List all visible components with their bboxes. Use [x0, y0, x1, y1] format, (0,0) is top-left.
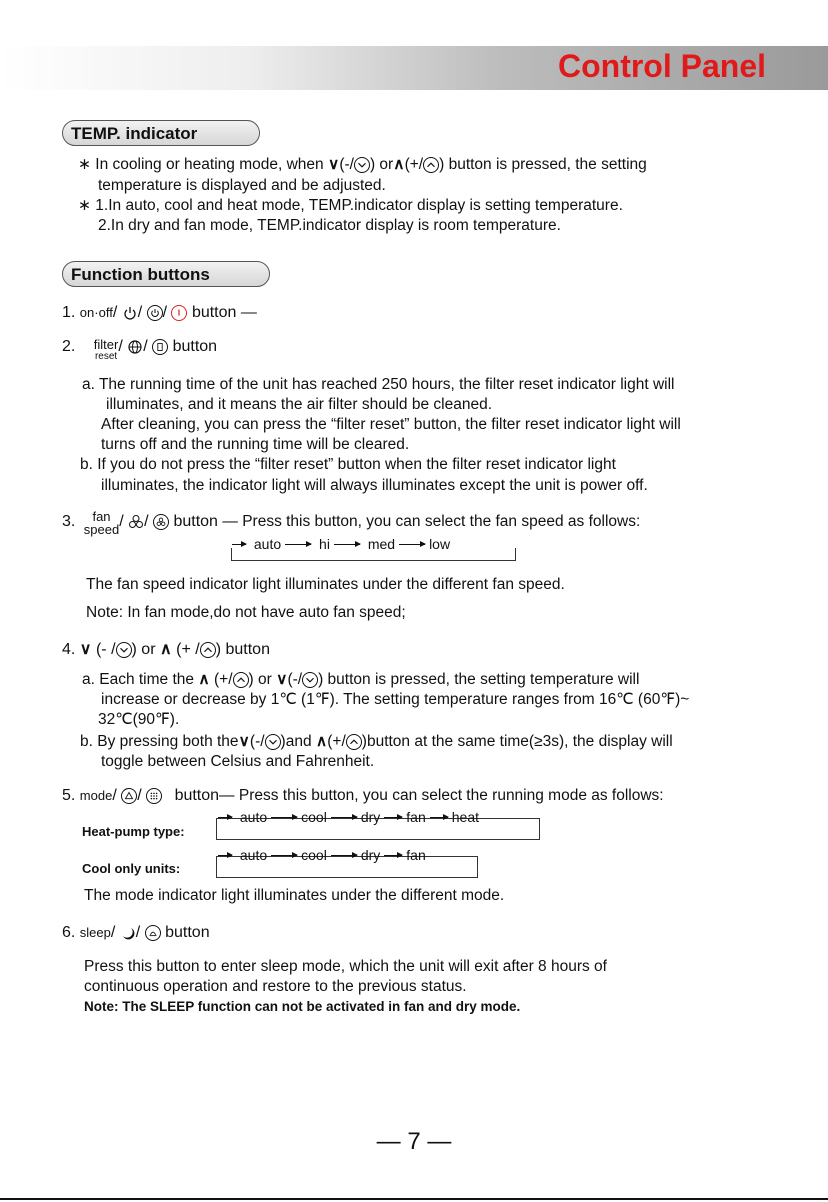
temp-line-3: ∗ 1.In auto, cool and heat mode, TEMP.indicator display is setting temperature. — [78, 197, 623, 214]
temp-line-2: temperature is displayed and be adjusted. — [98, 177, 386, 194]
button-5-row: 5. mode/ / button— Press this button, you can select the running mode as follows: — [62, 787, 664, 804]
b4a-post: button is pressed, the setting temperature will — [323, 671, 640, 688]
flow-fan: fan — [406, 847, 426, 863]
flow-hi: hi — [319, 536, 330, 552]
fan-icon — [128, 514, 144, 530]
b6-line: continuous operation and restore to the previous status. — [84, 978, 467, 995]
heat-pump-flow — [218, 809, 479, 825]
sleep-tag: sleep — [79, 925, 111, 940]
power-red-icon — [171, 305, 187, 321]
b6-line: Press this button to enter sleep mode, which the unit will exit after 8 hours of — [84, 958, 607, 975]
b4b-pre: b. By pressing both the — [80, 733, 239, 750]
b2-line: a. The running time of the unit has reached 250 hours, the filter reset indicator light will — [82, 376, 675, 393]
temp-line-1b: button is pressed, the setting — [444, 156, 647, 173]
moon-icon — [120, 925, 136, 941]
flow-cool: cool — [301, 809, 327, 825]
page-title: Control Panel — [557, 48, 766, 84]
page-header — [0, 46, 828, 90]
cool-only-flow — [218, 847, 426, 863]
flow-auto: auto — [239, 809, 268, 825]
flow-dry: dry — [360, 847, 381, 863]
temp-line-1: ∗ In cooling or heating mode, when ∨(-/ ) or∧(+/ ) button is pressed, the setting — [78, 156, 647, 173]
page-number-value: 7 — [407, 1128, 421, 1155]
fan-desc: — Press this button, you can select the fan speed as follows: — [222, 513, 641, 530]
flow-cool: cool — [301, 847, 327, 863]
b4-line: 32℃(90℉). — [98, 711, 180, 728]
b4b-post: button at the same time(≥3s), the display will — [366, 733, 673, 750]
b2-line: illuminates, and it means the air filter should be cleaned. — [106, 396, 492, 413]
function-buttons-heading — [62, 261, 270, 287]
mode-icon — [121, 788, 137, 804]
sleep-note: Note: The SLEEP function can not be activated in fan and dry mode. — [84, 999, 521, 1014]
flow-auto: auto — [253, 536, 282, 552]
power-circle-icon — [147, 305, 163, 321]
button-word: button — [174, 787, 220, 804]
on-off-tag: on·off — [79, 305, 113, 320]
filter-icon — [152, 339, 168, 355]
button-word: button — [191, 304, 237, 321]
temp-line-4: 2.In dry and fan mode, TEMP.indicator display is room temperature. — [98, 217, 561, 234]
flow-dry: dry — [360, 809, 381, 825]
flow-fan: fan — [406, 809, 426, 825]
fan-tag: fan — [92, 509, 111, 524]
bottom-rule — [0, 1198, 828, 1200]
item-number: 1. — [62, 304, 76, 321]
button-word: button — [172, 338, 218, 355]
flow-heat: heat — [451, 809, 479, 825]
button-word: button — [165, 924, 210, 941]
mode-dots-icon — [146, 788, 162, 804]
b2-line: illuminates, the indicator light will always illuminates except the unit is power off. — [101, 477, 648, 494]
power-icon — [122, 305, 138, 321]
filter-tag: filter — [93, 337, 119, 352]
fan-circle-icon — [153, 514, 169, 530]
down-icon — [265, 734, 281, 750]
flow-med: med — [367, 536, 396, 552]
item-number: 4. — [62, 641, 76, 658]
temp-indicator-heading — [62, 120, 260, 146]
temp-heading-text: TEMP. indicator — [71, 124, 198, 143]
button-3-row: 3. fan speed / / button — Press this button, you can select the fan speed as follows: — [62, 509, 641, 537]
up-icon — [200, 642, 216, 658]
down-icon — [116, 642, 132, 658]
b4-line: toggle between Celsius and Fahrenheit. — [101, 753, 375, 770]
button-1-row: 1. on·off/ / / button — — [62, 304, 257, 321]
up-icon — [233, 672, 249, 688]
button-word: button — [225, 641, 270, 658]
b3-line: Note: In fan mode,do not have auto fan speed; — [86, 604, 406, 621]
item-number: 6. — [62, 924, 76, 941]
mode-tag: mode — [79, 788, 113, 803]
func-heading-text: Function buttons — [71, 265, 210, 284]
item-number: 3. — [62, 513, 76, 530]
b2-line: b. If you do not press the “filter reset” button when the filter reset indicator light — [80, 456, 616, 473]
b4-line-a: a. Each time the ∧ (+/ ) or ∨(-/ ) button is pressed, the setting temperature will — [82, 671, 640, 688]
b2-line: After cleaning, you can press the “filter reset” button, the filter reset indicator light will — [101, 416, 681, 433]
button-word: button — [173, 513, 218, 530]
reset-tag: reset — [94, 351, 118, 362]
b5-line: The mode indicator light illuminates under the different mode. — [84, 887, 505, 904]
button-2-row: 2. filter reset / / button — [62, 337, 218, 362]
button-6-row: 6. sleep/ / button — [62, 924, 210, 941]
b3-line: The fan speed indicator light illuminates under the different fan speed. — [86, 576, 565, 593]
item-number: 2. — [62, 338, 76, 355]
dash: — — [240, 304, 257, 321]
item-number: 5. — [62, 787, 76, 804]
b4a-pre: a. Each time the — [82, 671, 195, 688]
fan-flow-return-line — [231, 548, 516, 561]
mode-desc: — Press this button, you can select the running mode as follows: — [219, 787, 664, 804]
b4-line-b: b. By pressing both the∨(-/ )and ∧(+/ )button at the same time(≥3s), the display will — [80, 733, 673, 750]
heat-pump-label: Heat-pump type: — [82, 824, 185, 839]
down-icon — [302, 672, 318, 688]
globe-icon — [127, 339, 143, 355]
b4-line: increase or decrease by 1℃ (1℉). The setting temperature ranges from 16℃ (60℉)~ — [101, 691, 690, 708]
sleep-icon — [145, 925, 161, 941]
flow-auto: auto — [239, 847, 268, 863]
temp-line-1a: ∗ In cooling or heating mode, when — [78, 156, 328, 173]
page-number: — 7 — — [376, 1128, 452, 1155]
down-icon — [354, 157, 370, 173]
up-icon — [346, 734, 362, 750]
speed-tag: speed — [83, 522, 120, 537]
b2-line: turns off and the running time will be cleared. — [101, 436, 410, 453]
flow-low: low — [429, 536, 451, 552]
button-4-row: 4. ∨ (- / ) or ∧ (+ / ) button — [62, 641, 270, 658]
up-icon — [423, 157, 439, 173]
cool-only-label: Cool only units: — [82, 861, 181, 876]
